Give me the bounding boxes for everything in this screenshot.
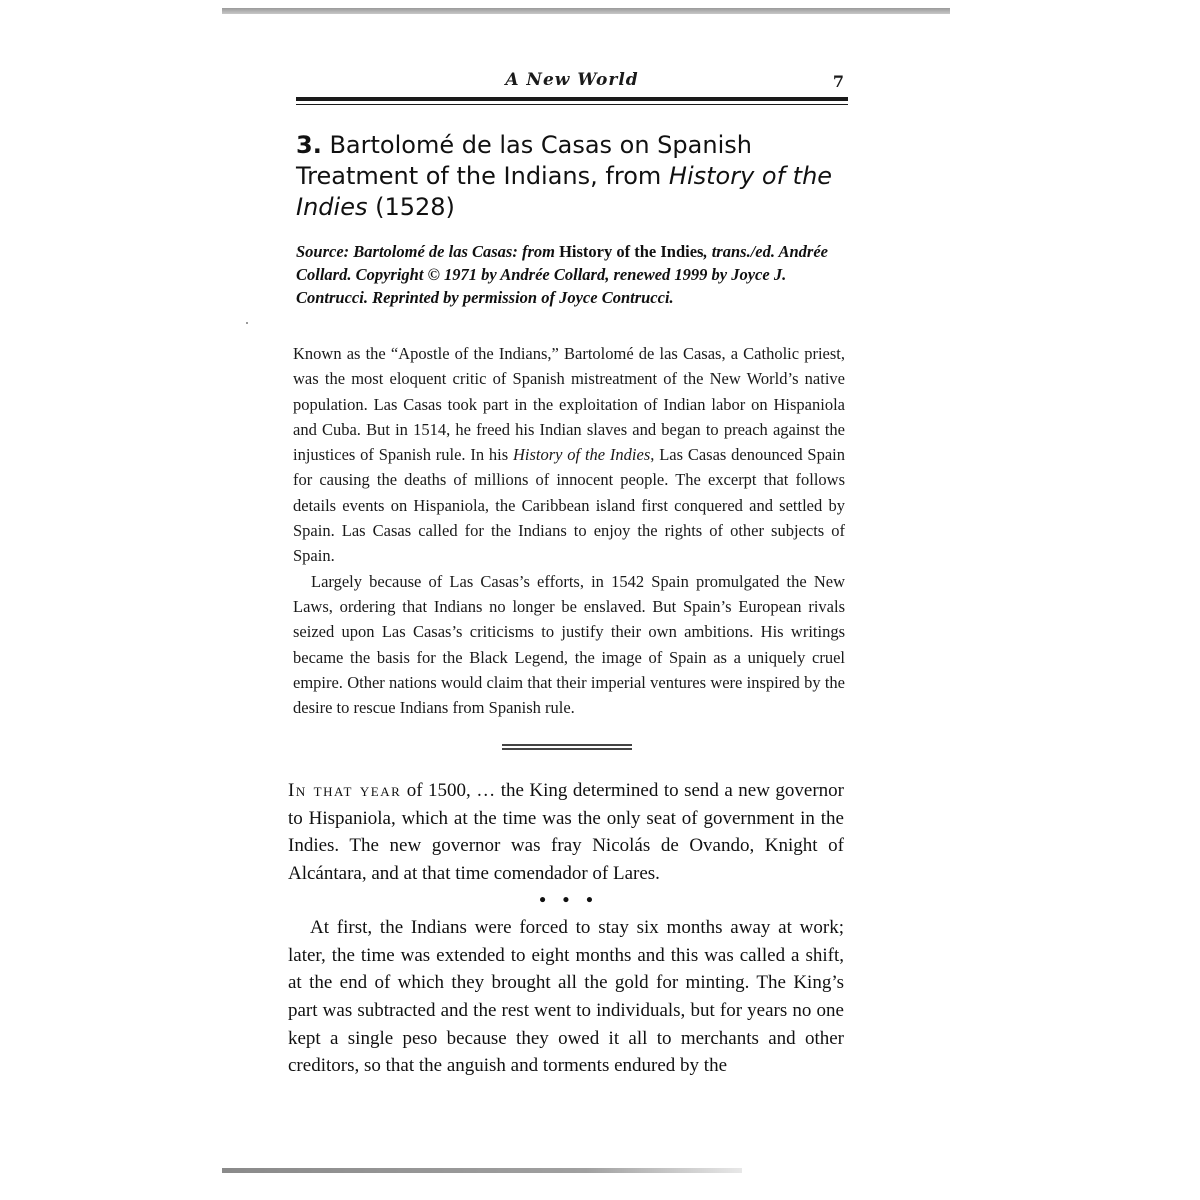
source-work: History of the Indies bbox=[559, 242, 704, 261]
source-citation bbox=[296, 240, 852, 309]
excerpt-paragraph-2: At first, the Indians were forced to stay six months away at work; later, the time was extended to eight months and this was called a shift, at the end of which they brought all the gold for minting. The King’s part was subtracted and the rest went to individuals, but for years no one kept a single peso because they owed it all to merchants and other creditors, so that the anguish and torments endured by the bbox=[288, 916, 844, 1077]
header-rule bbox=[296, 97, 848, 107]
running-head-title: A New World bbox=[505, 70, 639, 90]
intro-p1-work: History of the Indies bbox=[512, 445, 651, 465]
ellipsis-separator: • • • bbox=[539, 889, 599, 911]
excerpt-lead-in: In that year bbox=[288, 780, 402, 801]
excerpt-paragraph-1 bbox=[288, 777, 844, 888]
scan-edge-bottom bbox=[222, 1168, 742, 1173]
source-rest: , trans./ed. Andrée Collard. Copyright © 1971 by Andrée Collard, renewed 1999 by Joyce J. Contrucci. Reprinted by permission of Joyce Contrucci. bbox=[296, 242, 828, 307]
page-number: 7 bbox=[832, 72, 844, 91]
document-number: 3. bbox=[296, 131, 322, 159]
document-title-work: History of the Indies bbox=[296, 162, 833, 221]
scan-speck bbox=[246, 322, 248, 324]
intro-paragraph-1 bbox=[293, 341, 845, 569]
intro-paragraph-2: Largely because of Las Casas’s efforts, in 1542 Spain promulgated the New Laws, ordering that Indians no longer be enslaved. But Spain’s European rivals seized upon Las Casas’s criticisms to justify their own ambitions. His writings became the basis for the Black Legend, the image of Spain as a uniquely cruel empire. Other nations would claim that their imperial ventures were inspired by the desire to rescue Indians from Spanish rule. bbox=[293, 571, 845, 718]
source-prefix: Source: Bartolomé de las Casas: from bbox=[296, 242, 560, 261]
document-title-main: Bartolomé de las Casas on Spanish Treatment of the Indians, from bbox=[296, 131, 752, 190]
document-title bbox=[296, 130, 848, 223]
intro-p1-part2: , Las Casas denounced Spain for causing the deaths of millions of innocent people. The excerpt that follows details events on Hispaniola, the Caribbean island first conquered and settled by Spain. Las Casas called for the Indians to enjoy the rights of other subjects of Spain. bbox=[293, 445, 845, 566]
intro-p1-part1: Known as the “Apostle of the Indians,” Bartolomé de las Casas, a Catholic priest, was the most eloquent critic of Spanish mistreatment of the New World’s native population. Las Casas took part in the exploitation of Indian labor on Hispaniola and Cuba. But in 1514, he freed his Indian slaves and began to preach against the injustices of Spanish rule. In his bbox=[293, 344, 845, 465]
running-head bbox=[296, 70, 848, 94]
section-ornament bbox=[502, 744, 632, 754]
document-title-year: (1528) bbox=[367, 193, 455, 221]
excerpt bbox=[288, 777, 844, 1080]
introduction bbox=[293, 341, 845, 720]
scan-edge-top bbox=[222, 8, 950, 14]
excerpt-p1-rest: of 1500, … the King determined to send a new governor to Hispaniola, which at the time was the only seat of government in the Indies. The new governor was fray Nicolás de Ovando, Knight of Alcántara, and at that time comendador of Lares. bbox=[288, 780, 844, 885]
